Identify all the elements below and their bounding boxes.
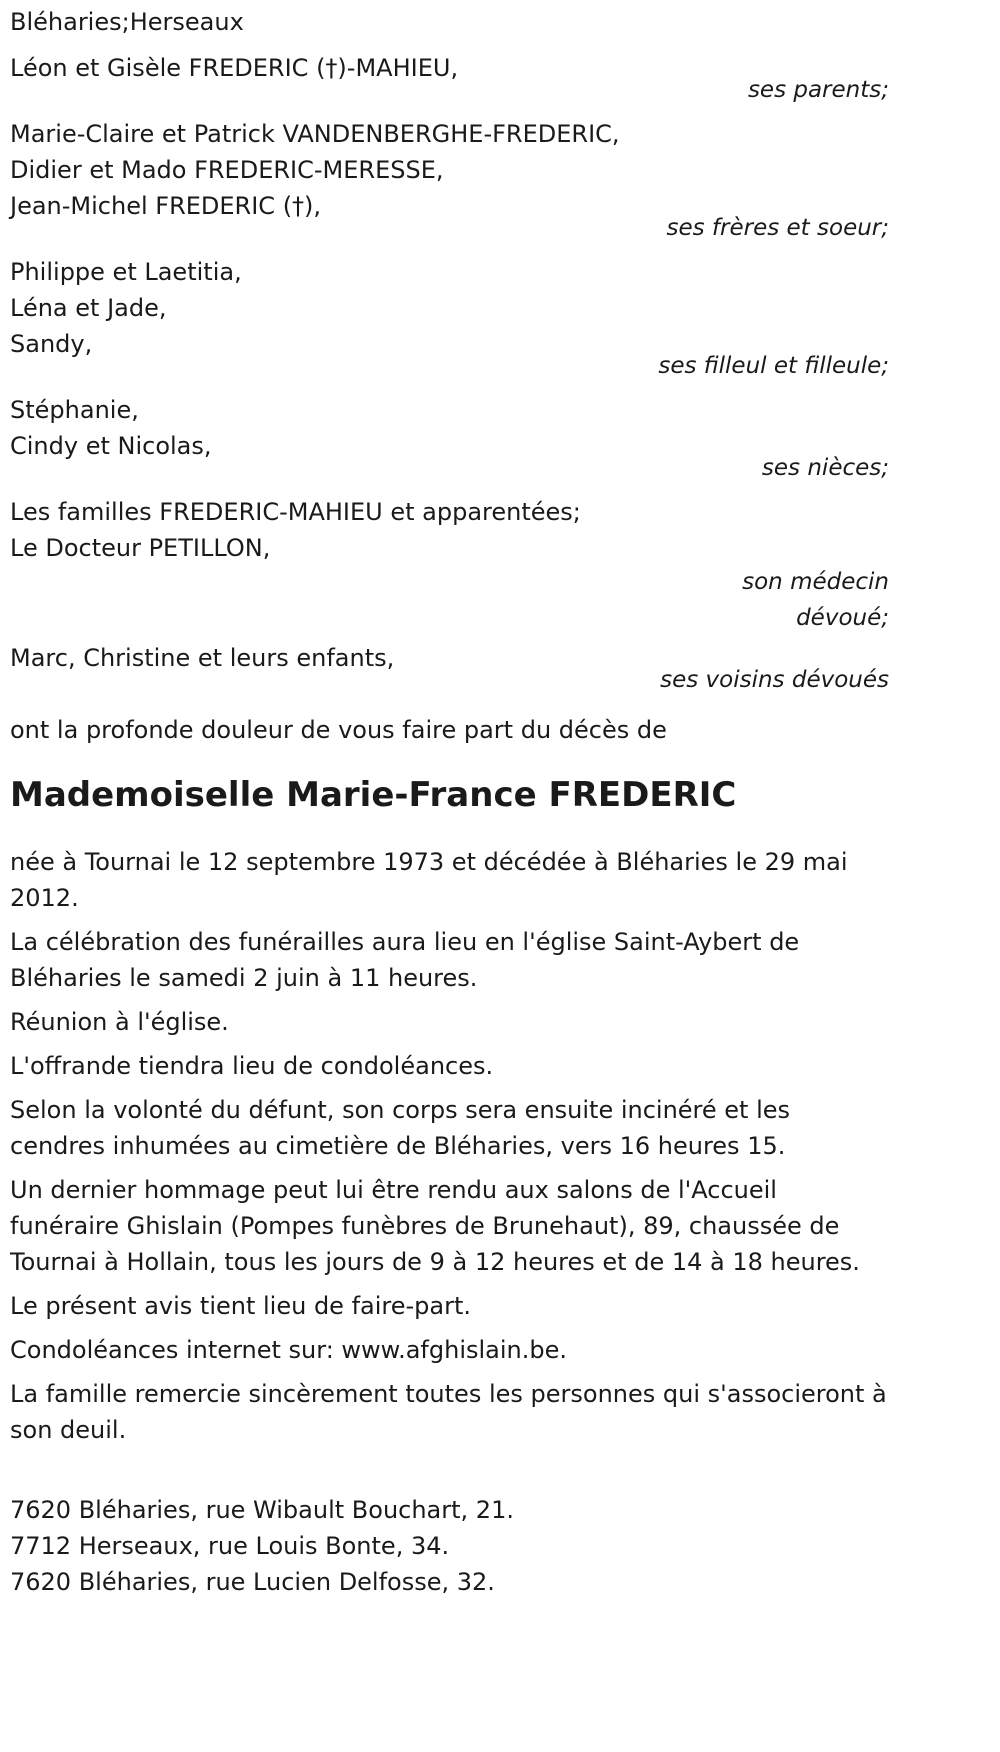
families-group bbox=[10, 494, 889, 636]
address-line: 7620 Bléharies, rue Lucien Delfosse, 32. bbox=[10, 1568, 495, 1596]
birth-death-paragraph: née à Tournai le 12 septembre 1973 et décédée à Bléharies le 29 mai 2012. bbox=[10, 848, 848, 912]
addresses-section bbox=[10, 1492, 889, 1600]
neighbours-name: Marc, Christine et leurs enfants, bbox=[10, 644, 395, 672]
sibling-name: Jean-Michel FREDERIC (†), bbox=[10, 192, 322, 220]
address-line: 7712 Herseaux, rue Louis Bonte, 34. bbox=[10, 1532, 450, 1560]
deceased-name: Mademoiselle Marie-France FREDERIC bbox=[10, 775, 737, 815]
nieces-group bbox=[10, 392, 889, 486]
neighbours-role: ses voisins dévoués bbox=[660, 667, 889, 693]
address-line: 7620 Bléharies, rue Wibault Bouchart, 21. bbox=[10, 1496, 514, 1524]
meeting-paragraph: Réunion à l'église. bbox=[10, 1008, 229, 1036]
funeral-paragraph: La célébration des funérailles aura lieu en l'église Saint-Aybert de Bléharies le samedi 2 juin à 11 heures. bbox=[10, 928, 800, 992]
sibling-name: Marie-Claire et Patrick VANDENBERGHE-FREDERIC, bbox=[10, 120, 620, 148]
godchildren-role: ses filleul et filleule; bbox=[658, 353, 889, 379]
thanks-paragraph: La famille remercie sincèrement toutes les personnes qui s'associeront à son deuil. bbox=[10, 1380, 887, 1444]
nieces-role: ses nièces; bbox=[761, 455, 889, 481]
siblings-group bbox=[10, 116, 889, 246]
notice-paragraph: Le présent avis tient lieu de faire-part. bbox=[10, 1292, 472, 1320]
parents-name: Léon et Gisèle FREDERIC (†)-MAHIEU, bbox=[10, 54, 459, 82]
announcement: ont la profonde douleur de vous faire part du décès de bbox=[10, 716, 667, 744]
sibling-name: Didier et Mado FREDERIC-MERESSE, bbox=[10, 156, 444, 184]
condolences-paragraph: Condoléances internet sur: www.afghislain.be. bbox=[10, 1336, 568, 1364]
homage-paragraph: Un dernier hommage peut lui être rendu aux salons de l'Accueil funéraire Ghislain (Pompes funèbres de Brunehaut), 89, chaussée de Tournai à Hollain, tous les jours de 9 à 12 heures et de 14 à 18 heures. bbox=[10, 1176, 860, 1276]
obituary-page bbox=[0, 4, 1000, 1752]
neighbours-group bbox=[10, 640, 889, 698]
doctor-role-line2: dévoué; bbox=[796, 605, 889, 631]
parents-group bbox=[10, 50, 889, 108]
offering-paragraph: L'offrande tiendra lieu de condoléances. bbox=[10, 1052, 494, 1080]
godchild-name: Philippe et Laetitia, bbox=[10, 258, 242, 286]
parents-role: ses parents; bbox=[747, 77, 889, 103]
godchild-name: Sandy, bbox=[10, 330, 93, 358]
niece-name: Cindy et Nicolas, bbox=[10, 432, 212, 460]
family-name: Le Docteur PETILLON, bbox=[10, 534, 271, 562]
godchild-name: Léna et Jade, bbox=[10, 294, 167, 322]
family-name: Les familles FREDERIC-MAHIEU et apparentées; bbox=[10, 498, 581, 526]
location-header: Bléharies;Herseaux bbox=[10, 8, 244, 36]
doctor-role-line1: son médecin bbox=[742, 569, 889, 595]
details-section bbox=[10, 844, 889, 1448]
niece-name: Stéphanie, bbox=[10, 396, 139, 424]
siblings-role: ses frères et soeur; bbox=[666, 215, 889, 241]
godchildren-group bbox=[10, 254, 889, 384]
cremation-paragraph: Selon la volonté du défunt, son corps sera ensuite incinéré et les cendres inhumées au cimetière de Bléharies, vers 16 heures 15. bbox=[10, 1096, 791, 1160]
